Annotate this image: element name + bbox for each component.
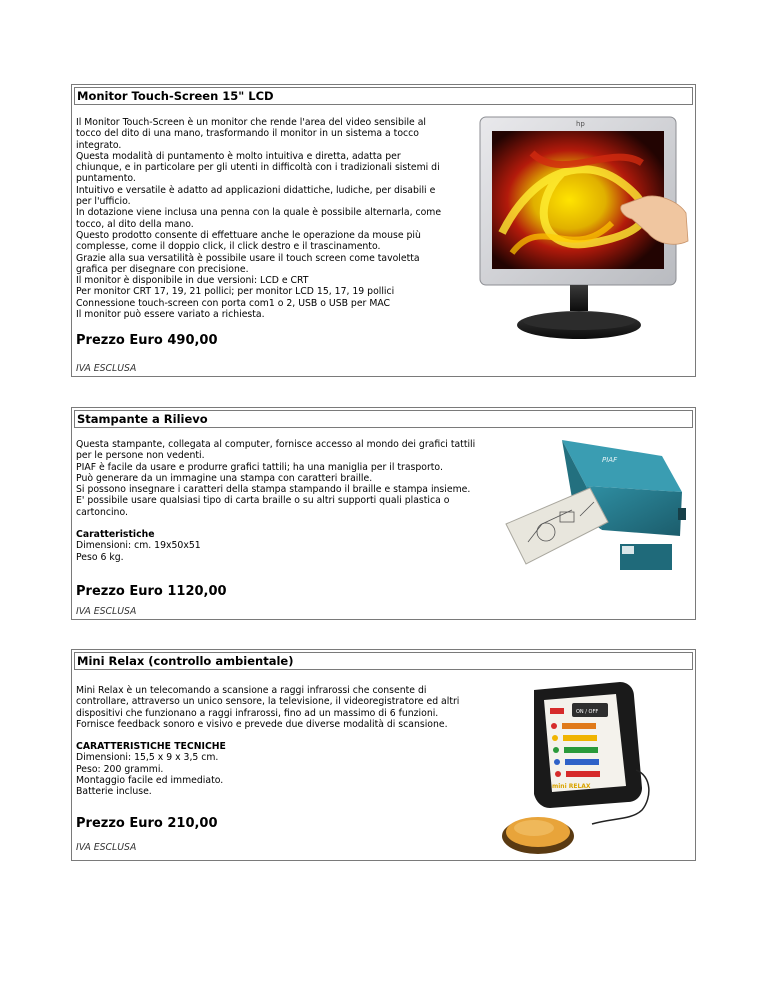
product-card-monitor (71, 84, 696, 377)
vat-note: IVA ESCLUSA (76, 363, 137, 374)
product-title: Stampante a Rilievo (74, 410, 693, 428)
vat-note: IVA ESCLUSA (76, 842, 137, 853)
mini-relax-remote-image (492, 680, 662, 862)
device-label: mini RELAX (552, 783, 591, 790)
on-off-key: ON / OFF (576, 709, 599, 715)
embossing-printer-image (502, 432, 692, 582)
product-card-printer (71, 407, 696, 620)
product-card-mini-relax (71, 649, 696, 861)
hp-logo: hp (576, 120, 585, 128)
product-price: Prezzo Euro 490,00 (76, 333, 218, 348)
product-description: Il Monitor Touch-Screen è un monitor che rende l'area del video sensibile al tocco del dito di una mano, trasformando il monitor in un sistema a tocco integrato. Questa modalità di puntamento è molto intuitiva e diretta, adatta per chiunque, e in particolare per gli utenti in difficoltà con i tradizionali sistemi di puntamento. Intuitivo e versatile è adatto ad applicazioni didattiche, ludiche, per disabili e per l'ufficio. In dotazione viene inclusa una penna con la quale è possibile alternarla, come tocco, al dito della mano. Questo prodotto consente di effettuare anche le operazione da mouse più complesse, come il doppio click, il click destro e il trascinamento. Grazie alla sua versatilità è possibile usare il touch screen come tavoletta grafica per disegnare con precisione. Il monitor è disponibile in due versioni: LCD e CRT Per monitor CRT 17, 19, 21 pollici; per monitor LCD 15, 17, 19 pollici Connessione touch-screen con porta com1 o 2, USB o USB per MAC Il monitor può essere variato a richiesta. (76, 117, 442, 321)
touchscreen-monitor-image (472, 113, 692, 345)
product-description: Questa stampante, collegata al computer, fornisce accesso al mondo dei grafici tattili per le persone non vedenti. PIAF è facile da usare e produrre grafici tattili; ha una maniglia per il trasporto. Può generare da un immagine una stampa con caratteri braille. Si possono insegnare i caratteri della stampa stampando il braille e stampa insieme. E' possibile usare qualsiasi tipo di carta braille o su altri supporti quali plastica o cartoncino. Caratteristiche Dimensioni: cm. 19x50x51 Peso 6 kg. (76, 439, 506, 563)
product-price: Prezzo Euro 1120,00 (76, 584, 227, 599)
product-description: Mini Relax è un telecomando a scansione a raggi infrarossi che consente di controllare, attraverso un unico sensore, la televisione, il videoregistratore ed altri dispositivi che funzionano a raggi infrarossi, fino ad un massimo di 6 funzioni. Fornisce feedback sonoro e visivo e prevede due diverse modalità di scansione. CARATTERISTICHE TECNICHE Dimensioni: 15,5 x 9 x 3,5 cm. Peso: 200 grammi. Montaggio facile ed immediato. Batterie incluse. (76, 685, 506, 798)
vat-note: IVA ESCLUSA (76, 606, 137, 617)
product-price: Prezzo Euro 210,00 (76, 816, 218, 831)
printer-brand: PIAF (602, 456, 618, 464)
product-title: Monitor Touch-Screen 15" LCD (74, 87, 693, 105)
product-title: Mini Relax (controllo ambientale) (74, 652, 693, 670)
specs-heading: CARATTERISTICHE TECNICHE (76, 741, 226, 753)
specs-heading: Caratteristiche (76, 529, 155, 541)
